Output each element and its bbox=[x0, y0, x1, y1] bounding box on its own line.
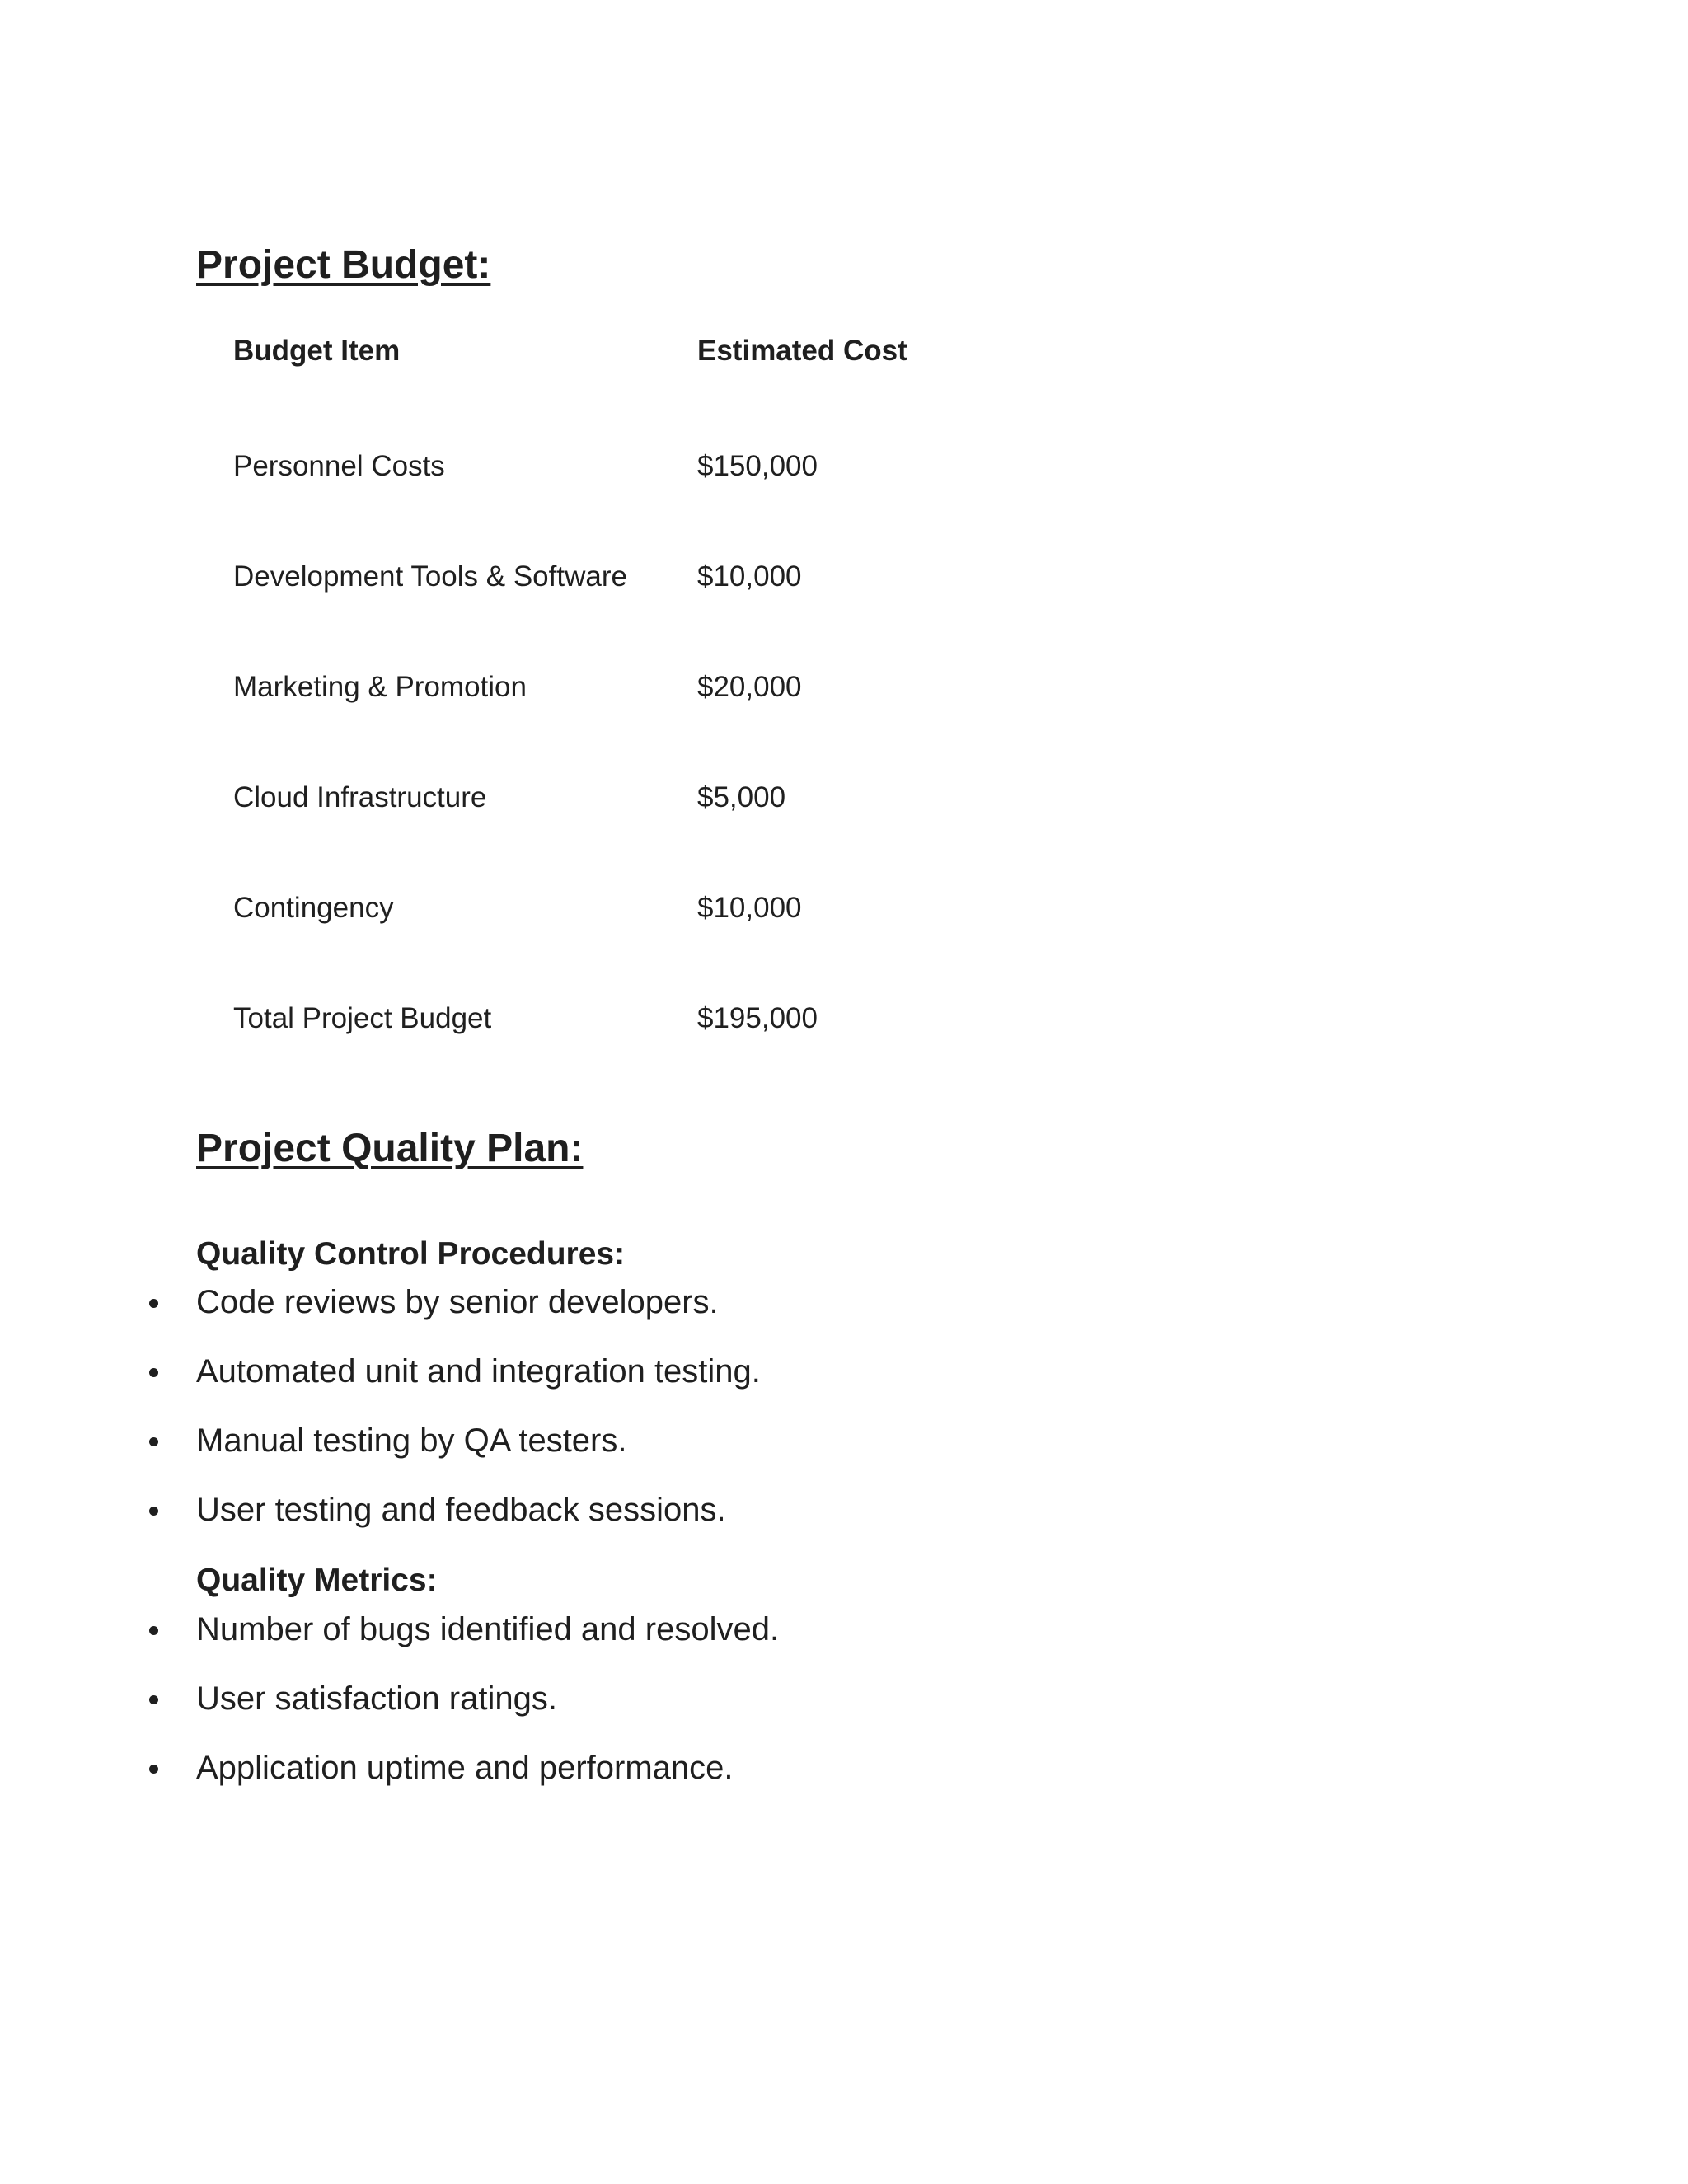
budget-item-cell: Total Project Budget bbox=[233, 1002, 492, 1034]
quality-metrics-heading: Quality Metrics: bbox=[196, 1563, 438, 1598]
bullet-icon bbox=[149, 1299, 158, 1308]
budget-item-cell: Personnel Costs bbox=[233, 450, 445, 482]
table-row-total bbox=[233, 1002, 907, 1113]
bullet-icon bbox=[149, 1695, 158, 1704]
bullet-icon bbox=[149, 1765, 158, 1774]
budget-item-cell: Marketing & Promotion bbox=[233, 671, 527, 703]
bullet-icon bbox=[149, 1626, 158, 1635]
table-row bbox=[233, 560, 907, 671]
budget-item-cell: Cloud Infrastructure bbox=[233, 781, 487, 813]
table-row bbox=[233, 781, 907, 892]
list-item-text: Application uptime and performance. bbox=[196, 1750, 734, 1786]
estimated-cost-cell: $5,000 bbox=[697, 781, 786, 813]
budget-item-cell: Development Tools & Software bbox=[233, 560, 627, 593]
list-item-text: User satisfaction ratings. bbox=[196, 1680, 557, 1717]
list-item-text: User testing and feedback sessions. bbox=[196, 1492, 726, 1528]
estimated-cost-cell: $10,000 bbox=[697, 560, 802, 593]
project-quality-plan-heading: Project Quality Plan: bbox=[196, 1127, 584, 1170]
list-item-text: Code reviews by senior developers. bbox=[196, 1284, 719, 1320]
estimated-cost-cell: $195,000 bbox=[697, 1002, 818, 1034]
list-item-text: Number of bugs identified and resolved. bbox=[196, 1611, 780, 1647]
estimated-cost-cell: $10,000 bbox=[697, 892, 802, 924]
table-row bbox=[233, 671, 907, 781]
budget-table-header-row bbox=[233, 335, 907, 450]
list-item-text: Automated unit and integration testing. bbox=[196, 1353, 761, 1390]
budget-table bbox=[233, 335, 907, 1113]
bullet-icon bbox=[149, 1507, 158, 1516]
list-item-text: Manual testing by QA testers. bbox=[196, 1422, 627, 1459]
estimated-cost-cell: $20,000 bbox=[697, 671, 802, 703]
column-header-budget-item: Budget Item bbox=[233, 335, 401, 367]
budget-item-cell: Contingency bbox=[233, 892, 394, 924]
table-row bbox=[233, 892, 907, 1002]
bullet-icon bbox=[149, 1368, 158, 1377]
bullet-icon bbox=[149, 1437, 158, 1446]
table-row bbox=[233, 450, 907, 560]
project-budget-heading: Project Budget: bbox=[196, 243, 491, 287]
estimated-cost-cell: $150,000 bbox=[697, 450, 818, 482]
quality-control-procedures-heading: Quality Control Procedures: bbox=[196, 1236, 626, 1272]
column-header-estimated-cost: Estimated Cost bbox=[697, 335, 907, 367]
